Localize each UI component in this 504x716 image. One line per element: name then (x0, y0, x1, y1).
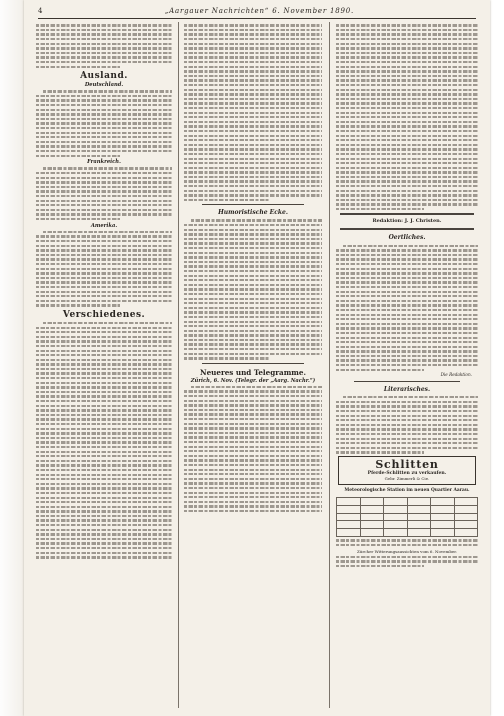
weather-table (336, 497, 478, 537)
ad-text-2: Gebr. Zimmerli & Cie. (384, 476, 430, 482)
newspaper-title: „Aargauer Nachrichten“ 6. November 1890. (164, 7, 355, 15)
column-rule (178, 22, 179, 708)
section-heading-humor: Humoristische Ecke. (218, 209, 288, 217)
subheading-frankreich: Frankreich. (87, 159, 121, 166)
section-heading-verschiedenes: Verschiedenes. (62, 309, 146, 320)
section-heading-news: Neueres und Telegramme. (200, 367, 306, 377)
publisher-line: Redaktion: J. J. Christen. (372, 218, 442, 225)
column-2 (184, 22, 322, 710)
weather-forecast-note: Zürcher Witterungsaussichten vom 6. November. (356, 548, 458, 554)
ad-text-1: Pferde-Schlitten zu verkaufen. (367, 470, 447, 476)
column-rule (329, 22, 330, 708)
news-dateline: Zürich, 6. Nov. (Telegr. der „Aarg. Nachr.“) (190, 377, 316, 384)
weather-table-title: Meteorologische Station im neuen Quartier Aarau. (344, 488, 470, 494)
page-number-left: 4 (38, 7, 43, 15)
page-spine (0, 0, 24, 716)
header-rule (38, 18, 476, 19)
section-heading-oertliches: Oertliches. (388, 234, 426, 242)
ad-headline: Schlitten (375, 457, 439, 471)
section-heading-literarisches: Literarisches. (383, 385, 431, 393)
subheading-deutschland: Deutschland. (84, 81, 124, 88)
column-1 (36, 22, 172, 710)
editor-signature: Die Redaktion. (440, 372, 472, 378)
issue-date: 6. November 1890. (272, 7, 355, 15)
newspaper-page (24, 0, 490, 716)
subheading-amerika: Amerika. (90, 222, 118, 229)
column-3 (336, 22, 478, 710)
page-header (38, 6, 476, 16)
section-heading-ausland: Ausland. (80, 70, 128, 81)
advertisement-box (338, 456, 476, 486)
